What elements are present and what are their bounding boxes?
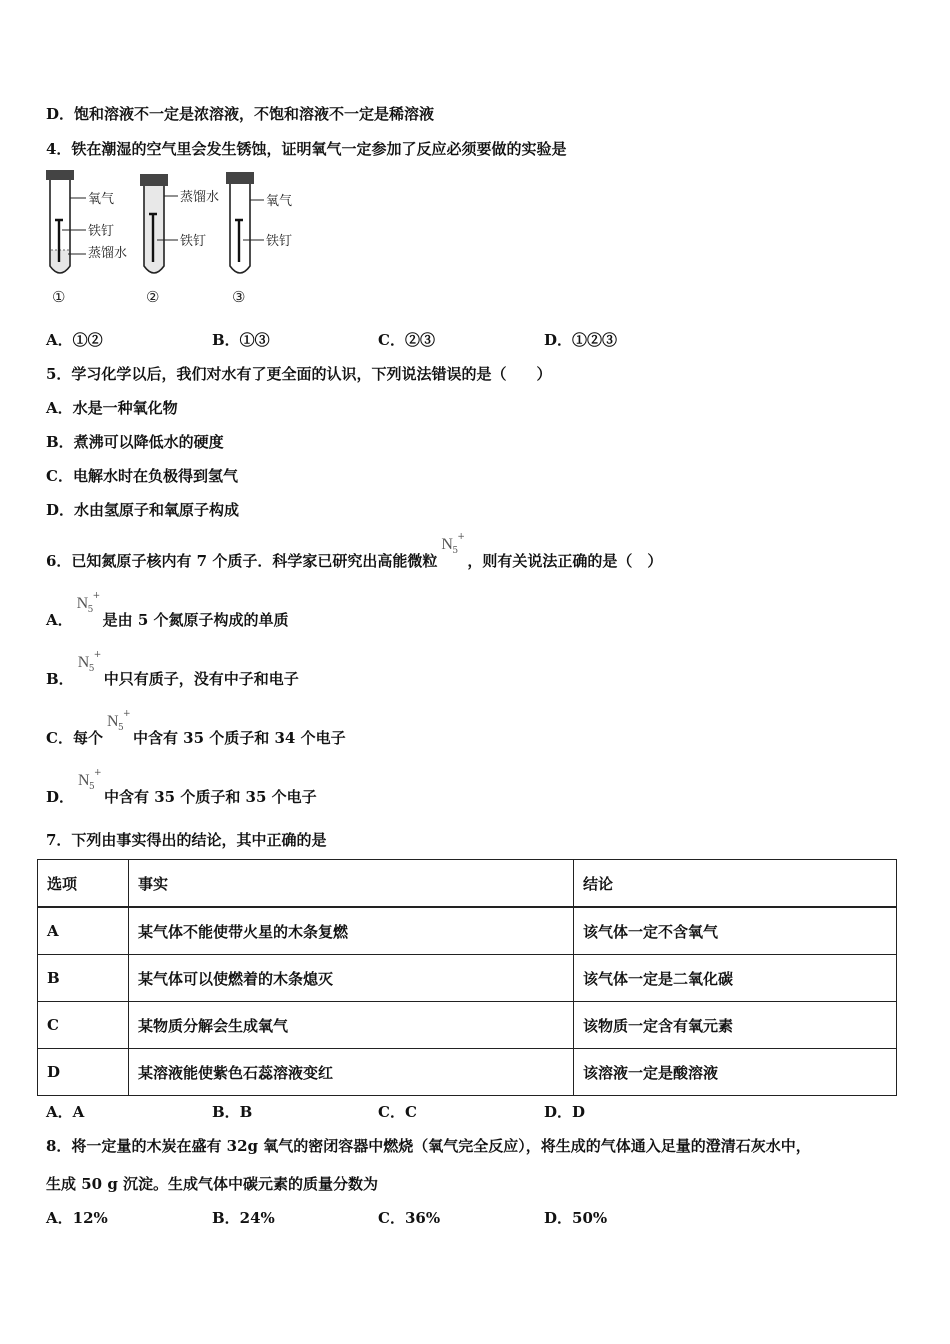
row-option: C — [38, 1002, 129, 1049]
test-tubes-diagram — [40, 168, 310, 312]
row-fact: 某气体不能使带火星的木条复燃 — [129, 907, 574, 955]
table-row — [38, 907, 897, 955]
header-fact: 事实 — [129, 860, 574, 908]
row-fact: 某物质分解会生成氧气 — [129, 1002, 574, 1049]
q7-option-c: C．C — [378, 1103, 417, 1121]
table-row — [38, 955, 897, 1002]
q4-option-b: B．①③ — [212, 331, 270, 349]
q4-option-a: A．①② — [46, 331, 103, 349]
q8-stem-line2: 生成 50 g 沉淀。生成气体中碳元素的质量分数为 — [46, 1175, 379, 1193]
q6-option-a: A． N 5 + 是由 5 个氮原子构成的单质 — [46, 591, 289, 629]
tube3-nail — [235, 220, 243, 262]
q8-option-d: D．50% — [544, 1209, 608, 1227]
row-fact: 某气体可以使燃着的木条熄灭 — [129, 955, 574, 1002]
tube2-stopper — [140, 174, 168, 186]
n5-ion-symbol: N 5 + — [441, 532, 465, 556]
tube1-label-water: 蒸馏水 — [88, 246, 128, 261]
row-fact: 某溶液能使紫色石蕊溶液变红 — [129, 1049, 574, 1096]
tube1-number: ① — [52, 288, 66, 306]
q8-option-b: B．24% — [212, 1209, 275, 1227]
row-conclusion: 该气体一定不含氧气 — [574, 907, 897, 955]
tube3-number: ③ — [232, 288, 246, 306]
q8-option-a: A．12% — [46, 1209, 108, 1227]
q8-options — [46, 1207, 710, 1228]
row-option: D — [38, 1049, 129, 1096]
table-row — [38, 1002, 897, 1049]
q6-stem-post: ，则有关说法正确的是（ ） — [467, 552, 663, 570]
q6-option-c: C．每个 N 5 + 中含有 35 个质子和 34 个电子 — [46, 709, 346, 747]
tube3-label-oxygen: 氧气 — [266, 194, 293, 209]
q8-stem-line1: 8．将一定量的木炭在盛有 32g 氧气的密闭容器中燃烧（氧气完全反应），将生成的气体通入足量的澄清石灰水中， — [46, 1137, 811, 1155]
q7-stem: 7．下列由事实得出的结论，其中正确的是 — [46, 831, 327, 849]
n5-ion-symbol: N 5 + — [77, 650, 102, 674]
row-option: A — [38, 907, 129, 955]
q3-option-d: D．饱和溶液不一定是浓溶液，不饱和溶液不一定是稀溶液 — [46, 105, 435, 123]
q7-option-a: A．A — [46, 1103, 85, 1121]
n5-ion-symbol: N 5 + — [106, 709, 131, 733]
q8-option-c: C．36% — [378, 1209, 441, 1227]
n5-ion-symbol: N 5 + — [78, 768, 102, 792]
q6-stem-pre: 6．已知氮原子核内有 7 个质子．科学家已研究出高能微粒 — [46, 552, 438, 570]
tube1-label-oxygen: 氧气 — [88, 192, 115, 207]
row-conclusion: 该溶液一定是酸溶液 — [574, 1049, 897, 1096]
q6-stem — [46, 532, 663, 571]
header-option: 选项 — [38, 860, 129, 908]
q4-option-d: D．①②③ — [544, 331, 618, 349]
tube2-label-water: 蒸馏水 — [180, 190, 220, 205]
q6-option-b: B． N 5 + 中只有质子，没有中子和电子 — [46, 650, 299, 688]
tube1-label-nail: 铁钉 — [88, 224, 115, 239]
q5-option-d: D．水由氢原子和氧原子构成 — [46, 501, 240, 519]
tube2-number: ② — [146, 288, 160, 306]
table-header-row — [38, 860, 897, 908]
n5-ion-symbol: N 5 + — [76, 591, 101, 615]
table-row — [38, 1049, 897, 1096]
tube3-stopper — [226, 172, 254, 184]
tube2-label-nail: 铁钉 — [180, 234, 207, 249]
q7-option-d: D．D — [544, 1103, 586, 1121]
q7-options — [46, 1101, 710, 1122]
q4-test-tube-figure — [40, 168, 310, 312]
q7-option-b: B．B — [212, 1103, 253, 1121]
q6-option-d: D． N 5 + 中含有 35 个质子和 35 个电子 — [46, 768, 317, 806]
tube1-stopper — [46, 170, 74, 180]
q5-option-b: B．煮沸可以降低水的硬度 — [46, 433, 224, 451]
q7-facts-table — [37, 859, 897, 1096]
tube3-label-nail: 铁钉 — [266, 234, 293, 249]
header-conclusion: 结论 — [574, 860, 897, 908]
row-conclusion: 该气体一定是二氧化碳 — [574, 955, 897, 1002]
q4-option-c: C．②③ — [378, 331, 435, 349]
row-option: B — [38, 955, 129, 1002]
q5-option-a: A．水是一种氧化物 — [46, 399, 178, 417]
q4-stem: 4．铁在潮湿的空气里会发生锈蚀，证明氧气一定参加了反应必须要做的实验是 — [46, 140, 567, 158]
row-conclusion: 该物质一定含有氧元素 — [574, 1002, 897, 1049]
q4-options — [46, 329, 710, 350]
q5-stem: 5．学习化学以后，我们对水有了更全面的认识，下列说法错误的是（ ） — [46, 365, 552, 383]
q5-option-c: C．电解水时在负极得到氢气 — [46, 467, 238, 485]
